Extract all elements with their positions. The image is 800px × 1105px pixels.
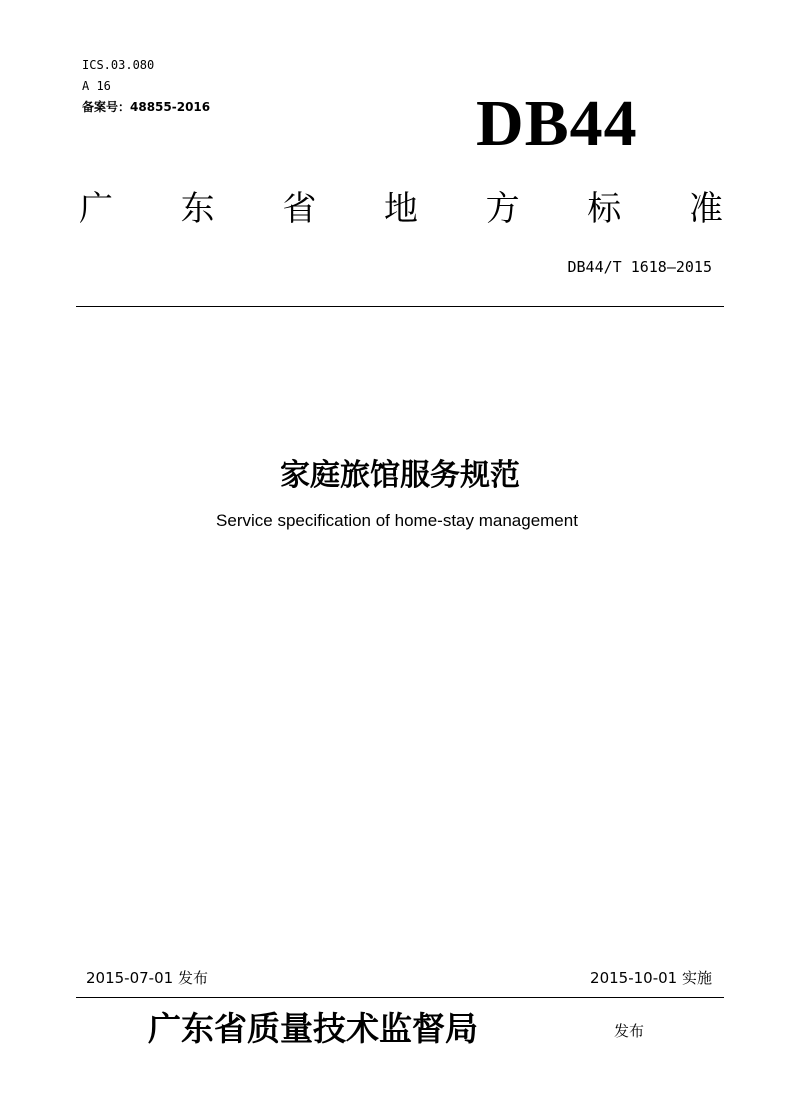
bottom-divider xyxy=(76,997,724,998)
issuer-suffix: 发布 xyxy=(614,1022,645,1040)
standard-type-char: 广 xyxy=(79,188,113,229)
standard-type-heading xyxy=(76,180,726,230)
ics-code: ICS.03.080 xyxy=(82,58,155,72)
standard-type-char: 省 xyxy=(282,188,317,229)
standard-type-char: 准 xyxy=(688,188,723,229)
classification-code: A 16 xyxy=(82,79,111,93)
standard-type-char: 东 xyxy=(180,188,215,229)
standard-number: DB44/T 1618—2015 xyxy=(567,258,712,276)
implement-date: 2015-10-01 实施 xyxy=(590,969,712,987)
standard-type-char: 地 xyxy=(383,188,418,229)
title-chinese: 家庭旅馆服务规范 xyxy=(280,458,520,493)
publish-date: 2015-07-01 发布 xyxy=(86,969,208,987)
title-english: Service specification of home-stay management xyxy=(216,511,578,530)
issuer-name: 广东省质量技术监督局 xyxy=(148,1009,478,1048)
record-number: 备案号：48855-2016 xyxy=(82,100,211,114)
standard-type-char: 方 xyxy=(485,188,520,229)
standard-type-char: 标 xyxy=(587,188,622,229)
top-divider xyxy=(76,306,724,307)
db44-logo: DB44 xyxy=(476,87,638,160)
